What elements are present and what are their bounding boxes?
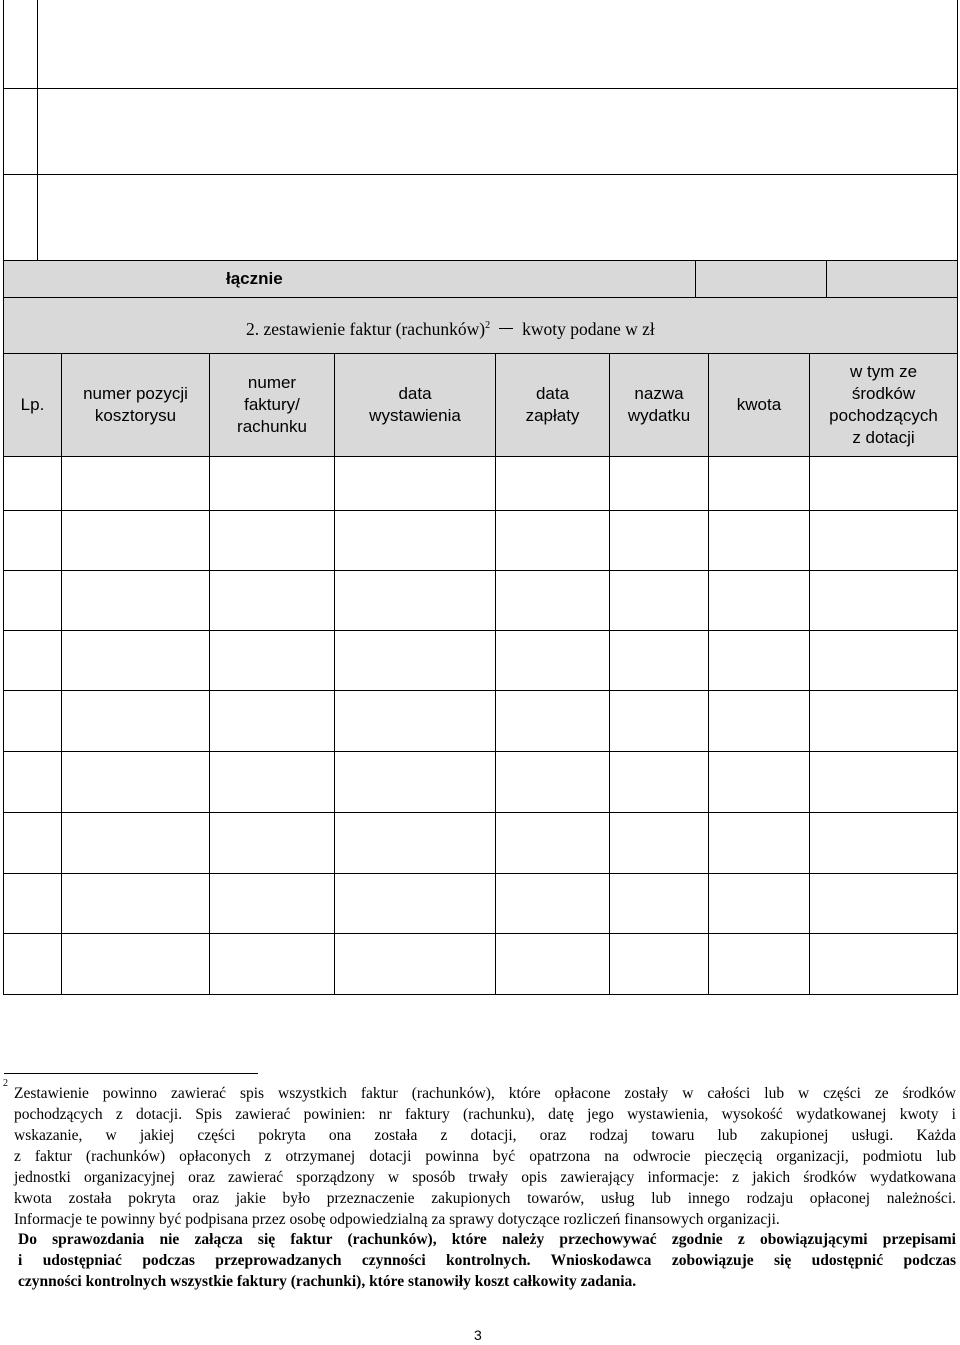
column-line xyxy=(209,353,210,995)
table-row xyxy=(3,751,958,752)
total-row-divider xyxy=(695,260,696,297)
footnote-line: Zestawienie powinno zawierać spis wszystkich faktur (rachunków), które opłacone zostały w całości lub w części ze środków xyxy=(14,1085,956,1102)
column-line xyxy=(957,353,958,995)
top-table-row-line xyxy=(3,88,958,89)
table-row xyxy=(3,690,958,691)
total-label: łącznie xyxy=(226,269,283,288)
total-row-divider xyxy=(826,260,827,297)
header-issue-date: data wystawienia xyxy=(369,384,461,425)
column-line xyxy=(495,353,496,995)
footnote-line: kwota została pokryta oraz jakie było przeznaczenie zakupionych towarów, usług lub innego rodzaju opłaconej należności. xyxy=(14,1190,956,1207)
header-cost-item-number: numer pozycji kosztorysu xyxy=(83,384,188,425)
footnote-bold-line: i udostępniać podczas przeprowadzanych czynności kontrolnych. Wnioskodawca zobowiązuje się udostępnić podczas xyxy=(18,1252,956,1269)
column-line xyxy=(334,353,335,995)
header-invoice-number: numer faktury/ rachunku xyxy=(237,373,307,436)
footnote-ref: 2 xyxy=(485,320,491,331)
section-title-text: 2. zestawienie faktur (rachunków) xyxy=(246,318,486,339)
top-table-right-border xyxy=(957,0,958,353)
column-line xyxy=(708,353,709,995)
column-line xyxy=(609,353,610,995)
footnote-line: z faktur (rachunków) opłaconych z otrzymanej dotacji powinna być opatrzona na odwrocie pieczęcią organizacji, podmiotu lub xyxy=(14,1148,956,1165)
header-expense-name: nazwa wydatku xyxy=(627,384,691,425)
table-row xyxy=(3,812,958,813)
table-row xyxy=(3,510,958,511)
column-line xyxy=(3,353,4,995)
column-line xyxy=(809,353,810,995)
header-payment-date: data zapłaty xyxy=(525,384,580,425)
footnote-line: jednostki organizacyjnej oraz zawierać sporządzony w sposób trwały opis zawierający informacje: z jakich środków wydatkowana xyxy=(14,1169,956,1186)
table-row xyxy=(3,630,958,631)
footnote-separator xyxy=(4,1073,258,1074)
footnote-marker: 2 xyxy=(3,1078,8,1089)
header-amount: kwota xyxy=(736,395,782,414)
footnote-line: Informacje te powinny być podpisana przez osobę odpowiedzialną za sprawy dotyczące rozliczeń finansowych organizacji. xyxy=(14,1211,780,1228)
top-table-row-line xyxy=(3,174,958,175)
table-row xyxy=(3,570,958,571)
column-line xyxy=(61,353,62,995)
header-lp: Lp. xyxy=(20,395,45,414)
title-dash xyxy=(499,328,513,329)
page-number: 3 xyxy=(474,1327,482,1343)
header-grant-share: w tym ze środków pochodzących z dotacji xyxy=(829,362,938,447)
table-row xyxy=(3,933,958,934)
section-title-suffix: kwoty podane w zł xyxy=(522,318,655,339)
table-row xyxy=(3,994,958,995)
total-row xyxy=(4,260,957,297)
top-table-col-divider xyxy=(37,0,38,260)
footnote-bold-line: czynności kontrolnych wszystkie faktury (rachunki), które stanowiły koszt całkowity zadania. xyxy=(18,1273,637,1290)
section-title xyxy=(246,315,655,340)
footnote-line: wskazanie, w jakiej części pokryta ona została z dotacji, oraz rodzaj towaru lub zakupionej usługi. Każda xyxy=(14,1127,956,1144)
footnote-line: pochodzących z dotacji. Spis zawierać powinien: nr faktury (rachunku), datę jego wystawienia, wysokość wydatkowanej kwoty i xyxy=(14,1106,956,1123)
table-row xyxy=(3,873,958,874)
footnote-bold-line: Do sprawozdania nie załącza się faktur (rachunków), które należy przechowywać zgodnie z obowiązującymi przepisami xyxy=(18,1231,956,1248)
